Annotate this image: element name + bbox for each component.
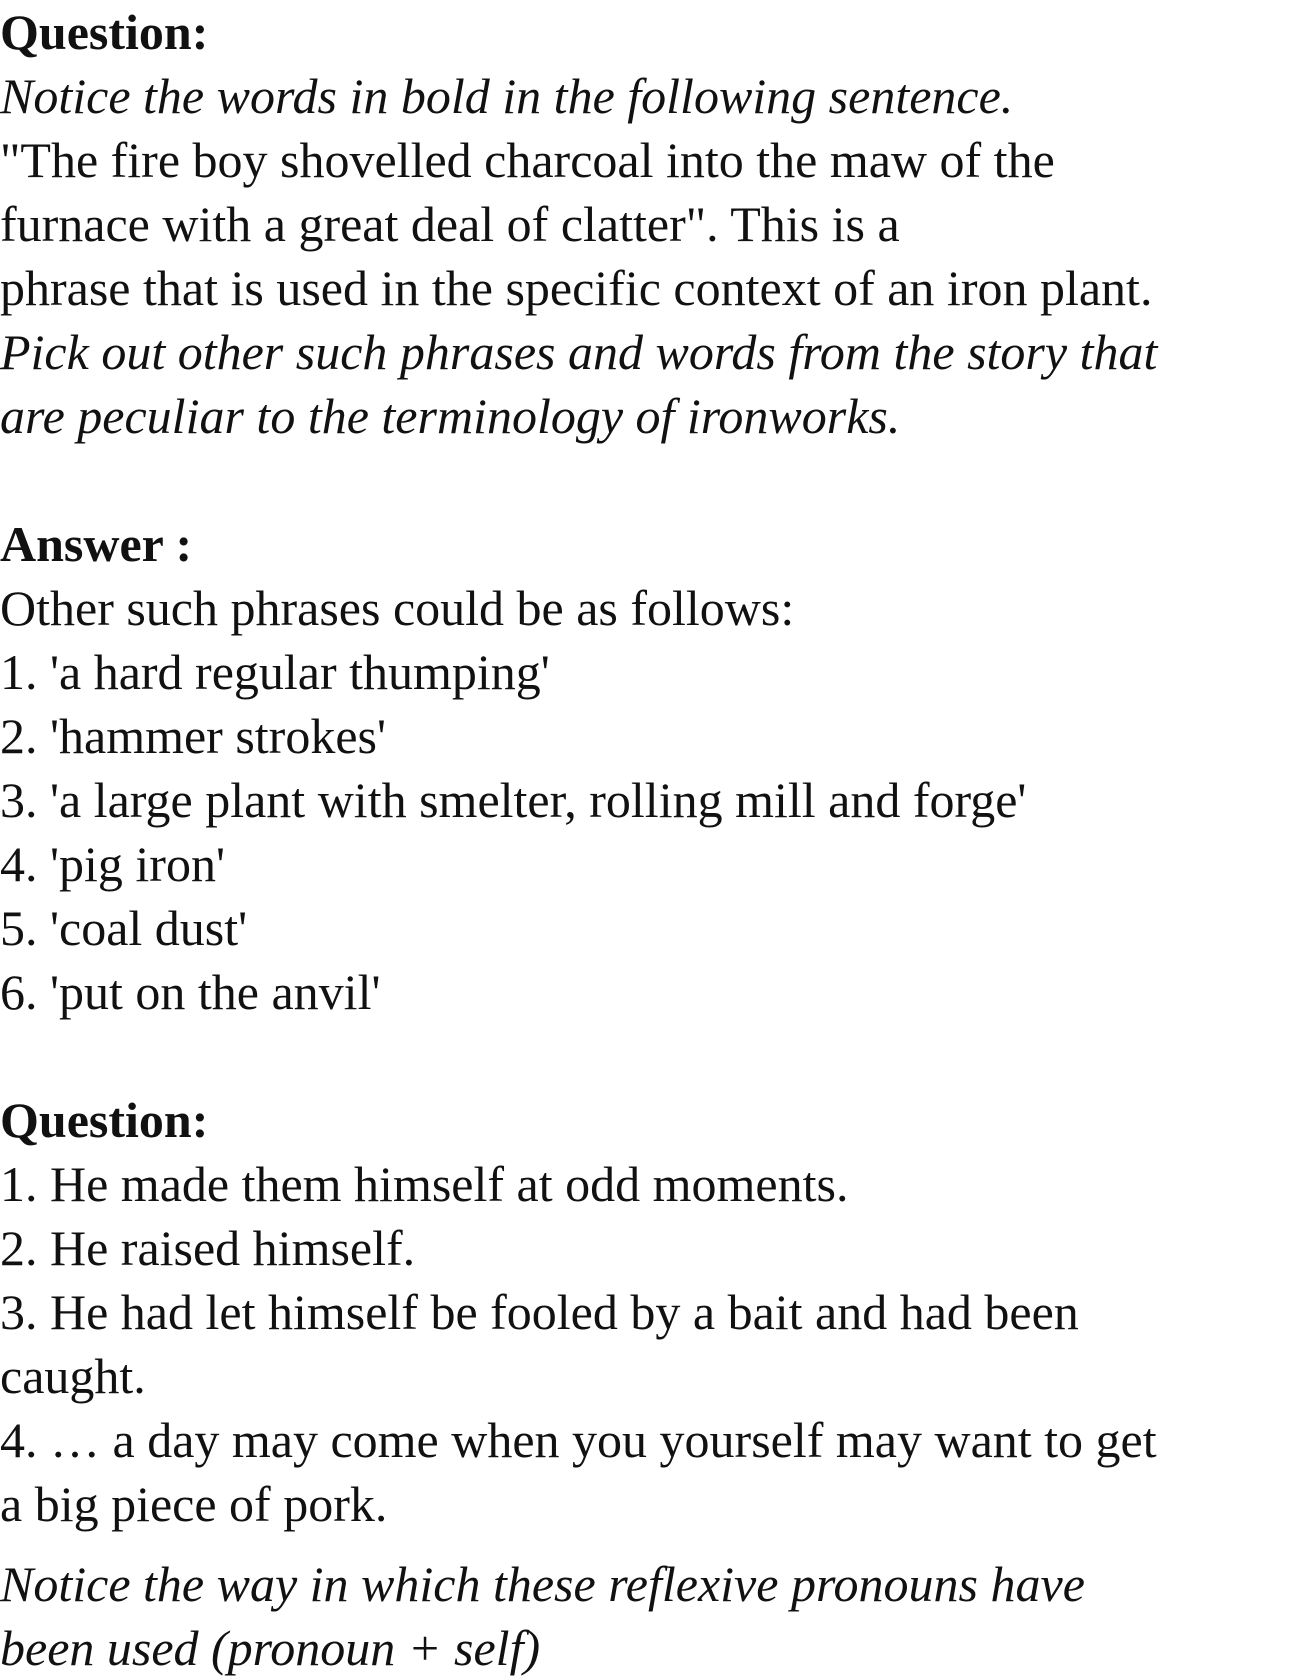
- question-2-line: 1. He made them himself at odd moments.: [0, 1156, 849, 1212]
- question-2-line: 3. He had let himself be fooled by a bait and had been: [0, 1284, 1079, 1340]
- question-1-heading: Question:: [0, 4, 209, 60]
- question-1-task-line: Pick out other such phrases and words from the story that: [0, 324, 1158, 380]
- answer-1-list-item: 1. 'a hard regular thumping': [0, 644, 550, 700]
- question-2-note-line: been used (pronoun + self): [0, 1620, 541, 1676]
- answer-1: [0, 512, 1292, 1024]
- answer-1-list-item: 4. 'pig iron': [0, 836, 225, 892]
- question-1-quote-line: "The fire boy shovelled charcoal into the maw of the: [0, 132, 1055, 188]
- question-1: [0, 0, 1292, 448]
- note-spacer: [0, 1536, 1292, 1552]
- answer-1-list-item: 5. 'coal dust': [0, 900, 248, 956]
- question-2: [0, 1088, 1292, 1680]
- question-1-quote-line: phrase that is used in the specific context of an iron plant.: [0, 260, 1153, 316]
- question-2-heading: Question:: [0, 1092, 209, 1148]
- section-spacer: [0, 448, 1292, 512]
- answer-1-intro: Other such phrases could be as follows:: [0, 580, 795, 636]
- section-spacer: [0, 1024, 1292, 1088]
- question-2-line: 4. … a day may come when you yourself may want to get: [0, 1412, 1157, 1468]
- answer-1-heading: Answer :: [0, 516, 193, 572]
- answer-1-list-item: 3. 'a large plant with smelter, rolling mill and forge': [0, 772, 1027, 828]
- answer-1-list: [0, 640, 1292, 1024]
- question-2-line: a big piece of pork.: [0, 1476, 388, 1532]
- answer-1-list-item: 2. 'hammer strokes': [0, 708, 386, 764]
- question-1-quote-line: furnace with a great deal of clatter". This is a: [0, 196, 900, 252]
- answer-1-list-item: 6. 'put on the anvil': [0, 964, 381, 1020]
- question-2-note-line: Notice the way in which these reflexive pronouns have: [0, 1556, 1085, 1612]
- question-2-line: caught.: [0, 1348, 146, 1404]
- question-1-task-line: are peculiar to the terminology of ironworks.: [0, 388, 901, 444]
- question-2-line: 2. He raised himself.: [0, 1220, 416, 1276]
- question-1-instruction: Notice the words in bold in the following sentence.: [0, 68, 1014, 124]
